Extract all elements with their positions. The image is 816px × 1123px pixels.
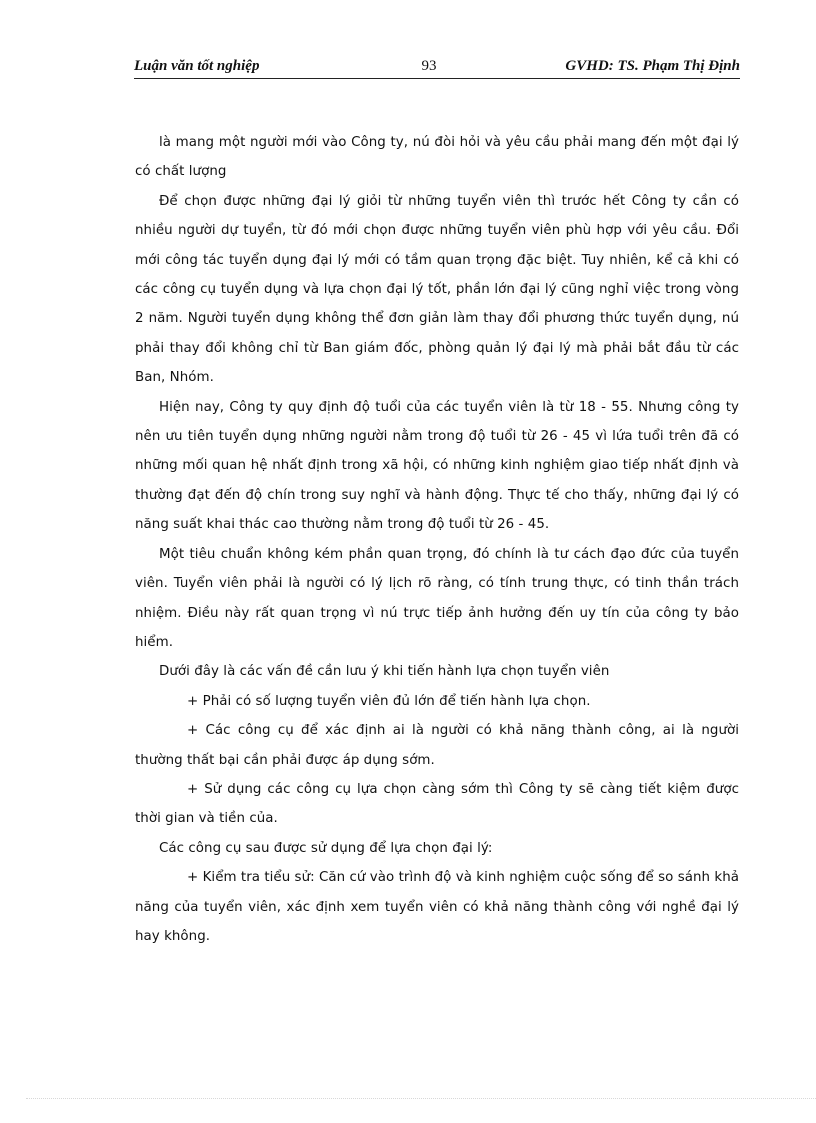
paragraph: Dưới đây là các vấn đề cần lưu ý khi tiến hành lựa chọn tuyển viên xyxy=(159,664,610,680)
body-text xyxy=(135,128,739,951)
list-item: + Sử dụng các công cụ lựa chọn càng sớm thì Công ty sẽ càng tiết kiệm được thời gian và tiền của. xyxy=(135,781,739,827)
list-item: + Phải có số lượng tuyển viên đủ lớn để tiến hành lựa chọn. xyxy=(187,693,591,709)
paragraph: Để chọn được những đại lý giỏi từ những tuyển viên thì trước hết Công ty cần có nhiều người dự tuyển, từ đó mới chọn được những tuyển viên phù hợp với yêu cầu. Đổi mới công tác tuyển dụng đại lý mới có tầm quan trọng đặc biệt. Tuy nhiên, kể cả khi có các công cụ tuyển dụng và lựa chọn đại lý tốt, phần lớn đại lý cũng nghỉ việc trong vòng 2 năm. Người tuyển dụng không thể đơn giản làm thay đổi phương thức tuyển dụng, nú phải thay đổi không chỉ từ Ban giám đốc, phòng quản lý đại lý mà phải bắt đầu từ các Ban, Nhóm. xyxy=(135,193,739,386)
page-header xyxy=(134,58,740,80)
paragraph: Các công cụ sau được sử dụng để lựa chọn đại lý: xyxy=(159,840,493,856)
list-item: + Các công cụ để xác định ai là người có khả năng thành công, ai là người thường thất bại cần phải được áp dụng sớm. xyxy=(135,723,739,768)
paragraph: Một tiêu chuẩn không kém phần quan trọng, đó chính là tư cách đạo đức của tuyển viên. Tuyển viên phải là người có lý lịch rõ ràng, có tính trung thực, có tinh thần trách nhiệm. Điều này rất quan trọng vì nú trực tiếp ảnh hưởng đến uy tín của công ty bảo hiểm. xyxy=(135,546,739,650)
paragraph: là mang một người mới vào Công ty, nú đòi hỏi và yêu cầu phải mang đến một đại lý có chất lượng xyxy=(135,135,739,180)
list-item: + Kiểm tra tiểu sử: Căn cứ vào trình độ và kinh nghiệm cuộc sống để so sánh khả năng của tuyển viên, xác định xem tuyển viên có khả năng thành công với nghề đại lý hay không. xyxy=(135,870,739,944)
page-number: 93 xyxy=(421,58,437,74)
footer-divider xyxy=(26,1098,816,1099)
supervisor: GVHD: TS. Phạm Thị Định xyxy=(565,58,740,74)
thesis-title: Luận văn tốt nghiệp xyxy=(134,58,260,74)
header-rule xyxy=(134,78,740,79)
paragraph: Hiện nay, Công ty quy định độ tuổi của các tuyển viên là từ 18 - 55. Nhưng công ty nên ưu tiên tuyển dụng những người nằm trong độ tuổi từ 26 - 45 vì lứa tuổi trên đã có những mối quan hệ nhất định trong xã hội, có những kinh nghiệm giao tiếp nhất định và thường đạt đến độ chín trong suy nghĩ và hành động. Thực tế cho thấy, những đại lý có năng suất khai thác cao thường nằm trong độ tuổi từ 26 - 45. xyxy=(135,399,739,533)
